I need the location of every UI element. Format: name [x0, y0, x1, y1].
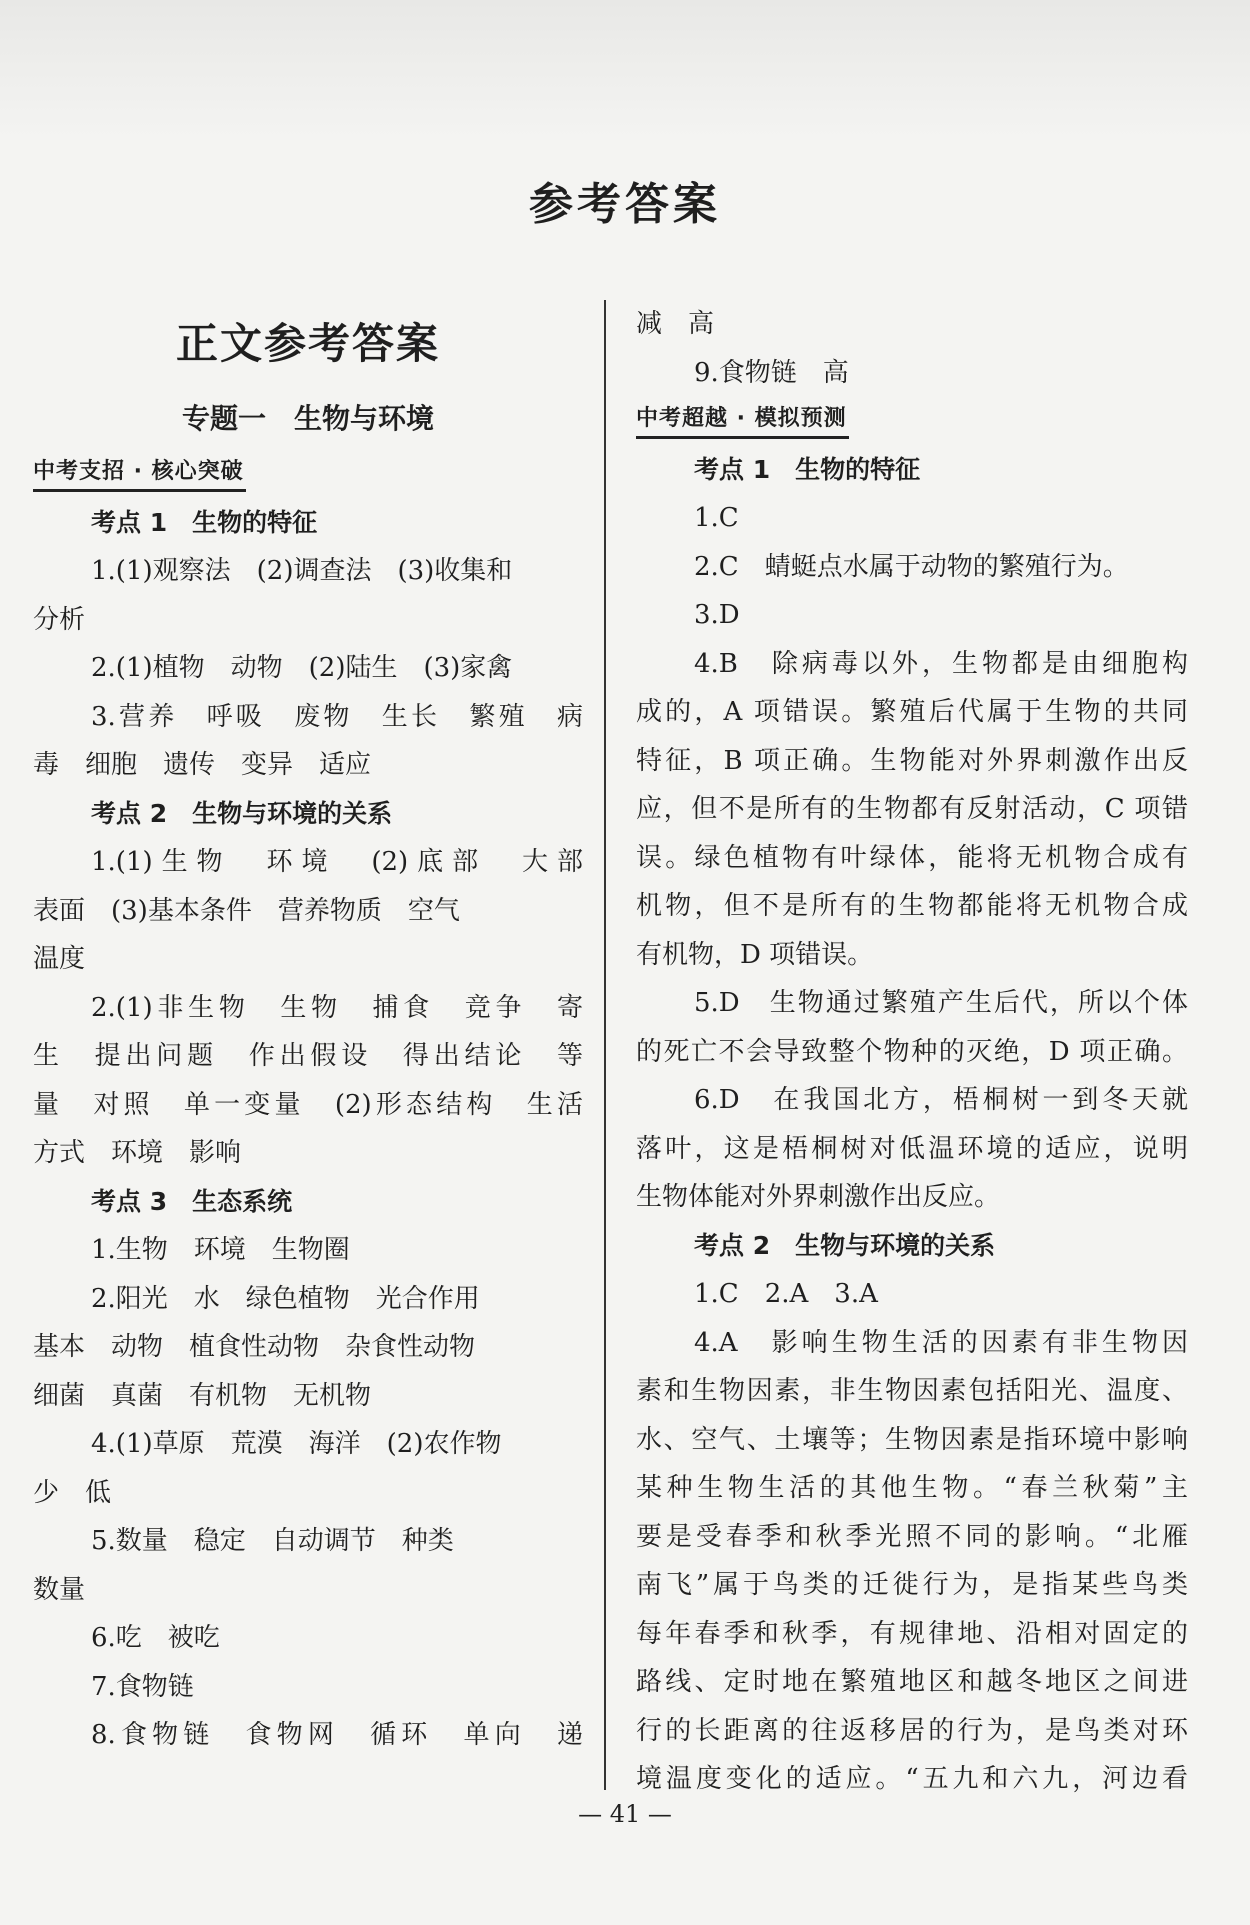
answer-line: 境温度变化的适应。“五九和六九，河边看	[636, 1764, 1188, 1794]
page-title: 参考答案	[529, 179, 721, 230]
scan-top-band	[0, 0, 1250, 140]
answer-line: 1.(1)生物 环境 (2)底部 大部	[91, 847, 583, 877]
subsection-header	[33, 450, 583, 499]
exam-point-heading: 考点 1 生物的特征	[91, 507, 318, 537]
answer-line: 5.数量 稳定 自动调节 种类	[91, 1526, 454, 1556]
answer-line: 温度	[33, 944, 86, 974]
answer-line: 方式 环境 影响	[33, 1138, 242, 1168]
answer-line: 成的，A 项错误。繁殖后代属于生物的共同	[636, 697, 1188, 727]
answer-line: 的死亡不会导致整个物种的灭绝，D 项正确。	[636, 1036, 1188, 1067]
answer-line: 路线、定时地在繁殖地区和越冬地区之间进	[636, 1667, 1188, 1697]
subsection-label: 中考支招 · 核心突破	[33, 457, 246, 492]
subsection-label: 中考超越 · 模拟预测	[636, 404, 849, 439]
answer-line: 4.B 除病毒以外，生物都是由细胞构	[694, 648, 1188, 679]
answer-line: 数量	[33, 1574, 86, 1605]
answer-line: 减 高	[636, 309, 715, 339]
exam-point-heading: 考点 3 生态系统	[91, 1186, 293, 1216]
answer-line: 基本 动物 植食性动物 杂食性动物	[33, 1332, 476, 1362]
answer-line: 南飞”属于鸟类的迁徙行为，是指某些鸟类	[636, 1570, 1188, 1600]
answer-line: 2.(1)植物 动物 (2)陆生 (3)家禽	[91, 653, 513, 683]
answer-line: 1.C 2.A 3.A	[694, 1279, 878, 1309]
answer-line: 表面 (3)基本条件 营养物质 空气	[33, 895, 460, 926]
answer-line: 9.食物链 高	[694, 357, 849, 388]
answer-line: 落叶，这是梧桐树对低温环境的适应，说明	[636, 1133, 1188, 1164]
answer-line: 2.(1)非生物 生物 捕食 竞争 寄	[91, 992, 583, 1023]
answer-lines	[33, 499, 583, 1760]
answer-line: 每年春季和秋季，有规律地、沿相对固定的	[636, 1618, 1188, 1649]
answer-line: 8.食物链 食物网 循环 单向 递	[91, 1720, 583, 1750]
answer-line: 1.C	[694, 503, 739, 533]
answer-line: 要是受春季和秋季光照不同的影响。“北雁	[636, 1521, 1188, 1552]
answer-line: 3.D	[694, 600, 740, 630]
answer-line: 6.D 在我国北方，梧桐树一到冬天就	[694, 1085, 1188, 1115]
topic-title: 专题一 生物与环境	[181, 402, 434, 435]
answer-line: 素和生物因素，非生物因素包括阳光、温度、	[636, 1376, 1188, 1406]
answer-lines	[636, 446, 1188, 1804]
answer-line: 特征，B 项正确。生物能对外界刺激作出反	[636, 745, 1188, 776]
answer-line: 7.食物链	[91, 1671, 194, 1702]
answer-line: 分析	[33, 604, 86, 635]
exam-point-heading: 考点 2 生物与环境的关系	[694, 1230, 996, 1260]
answer-line: 4.(1)草原 荒漠 海洋 (2)农作物	[91, 1429, 502, 1459]
answer-line: 2.阳光 水 绿色植物 光合作用	[91, 1283, 480, 1314]
exam-point-heading: 考点 1 生物的特征	[694, 454, 921, 484]
answer-line: 某种生物生活的其他生物。“春兰秋菊”主	[636, 1473, 1188, 1503]
answer-line: 行的长距离的往返移居的行为，是鸟类对环	[636, 1715, 1188, 1746]
answer-line: 1.(1)观察法 (2)调查法 (3)收集和	[91, 556, 513, 586]
column-divider	[604, 300, 606, 1790]
answer-line: 2.C 蜻蜓点水属于动物的繁殖行为。	[694, 551, 1129, 582]
answer-line: 水、空气、土壤等；生物因素是指环境中影响	[636, 1424, 1188, 1455]
continued-lines	[636, 300, 1188, 397]
answer-line: 生 提出问题 作出假设 得出结论 等	[33, 1041, 583, 1071]
answer-line: 5.D 生物通过繁殖产生后代，所以个体	[694, 988, 1188, 1018]
answer-line: 少 低	[33, 1477, 112, 1508]
answer-line: 应，但不是所有的生物都有反射活动，C 项错	[636, 794, 1188, 824]
answer-line: 6.吃 被吃	[91, 1623, 220, 1653]
answer-line: 3.营养 呼吸 废物 生长 繁殖 病	[91, 701, 583, 732]
exam-point-heading: 考点 2 生物与环境的关系	[91, 798, 393, 828]
answer-line: 误。绿色植物有叶绿体，能将无机物合成有	[636, 842, 1188, 873]
answer-line: 4.A 影响生物生活的因素有非生物因	[694, 1327, 1188, 1358]
left-column	[33, 300, 583, 1760]
answer-line: 机物，但不是所有的生物都能将无机物合成	[636, 891, 1188, 921]
answer-line: 有机物，D 项错误。	[636, 939, 874, 970]
answer-line: 毒 细胞 遗传 变异 适应	[33, 750, 372, 780]
subsection-header	[636, 397, 1188, 446]
right-column	[636, 300, 1188, 1804]
answer-line: 量 对照 单一变量 (2)形态结构 生活	[33, 1089, 583, 1120]
answer-line: 1.生物 环境 生物圈	[91, 1235, 350, 1265]
answer-line: 生物体能对外界刺激作出反应。	[636, 1182, 1001, 1212]
page-number: — 41 —	[578, 1800, 672, 1828]
answer-line: 细菌 真菌 有机物 无机物	[33, 1380, 372, 1411]
section-title: 正文参考答案	[175, 319, 440, 368]
